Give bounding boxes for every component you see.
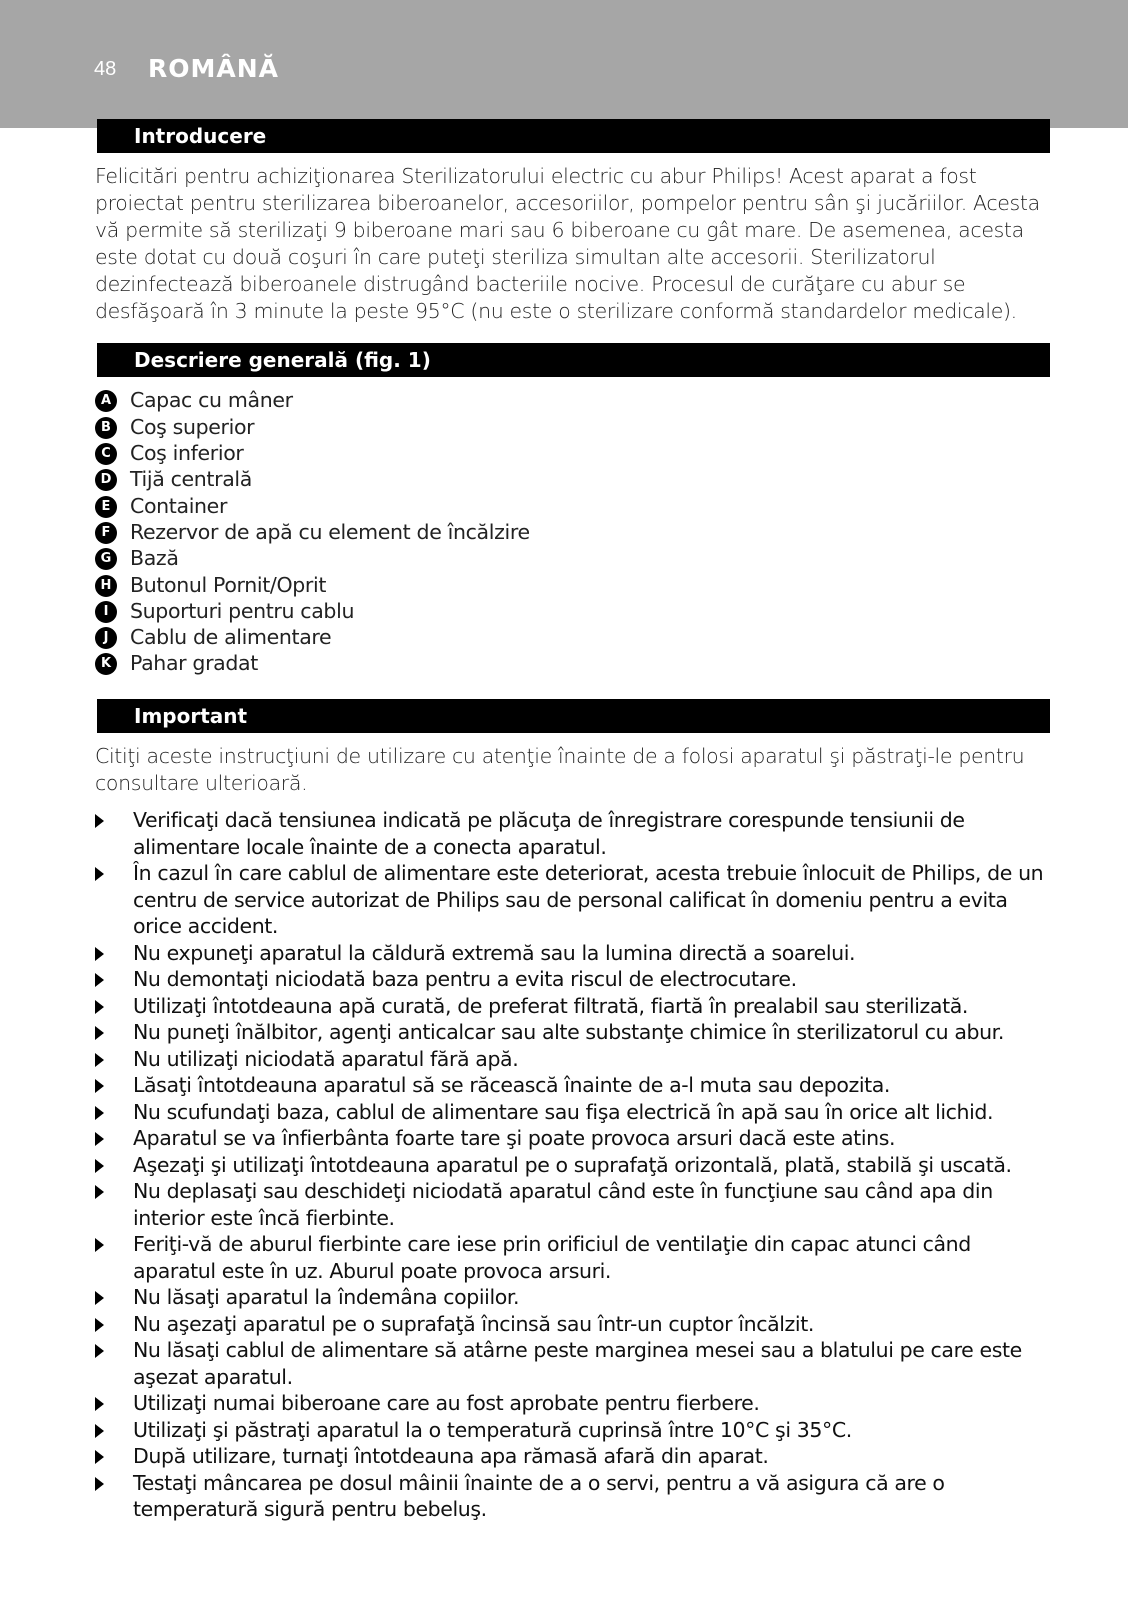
legend-item-label: Coş inferior	[130, 441, 244, 465]
important-bullet-list	[95, 807, 1055, 1523]
triangle-bullet-icon	[95, 1079, 104, 1093]
legend-item	[95, 545, 179, 572]
triangle-bullet-icon	[95, 1185, 104, 1199]
triangle-bullet-icon	[95, 1397, 104, 1411]
letter-e-badge-icon: E	[95, 496, 117, 518]
legend-item-label: Pahar gradat	[130, 651, 258, 675]
bullet-text: Testaţi mâncarea pe dosul mâinii înainte de a o servi, pentru a vă asigura că are o temperatură sigură pentru bebeluş.	[133, 1470, 945, 1521]
bullet-item	[95, 1284, 1055, 1311]
triangle-bullet-icon	[95, 814, 104, 828]
legend-item-label: Rezervor de apă cu element de încălzire	[130, 520, 530, 544]
legend-item	[95, 466, 252, 493]
bullet-item	[95, 860, 1055, 940]
bullet-item	[95, 1470, 1055, 1523]
legend-item-label: Cablu de alimentare	[130, 625, 332, 649]
bullet-text: Utilizaţi şi păstraţi aparatul la o temperatură cuprinsă între 10°C şi 35°C.	[133, 1417, 852, 1442]
bullet-text: Aparatul se va înfierbânta foarte tare şi poate provoca arsuri dacă este atins.	[133, 1126, 896, 1150]
bullet-item	[95, 966, 1055, 993]
bullet-text: Nu utilizaţi niciodată aparatul fără apă.	[133, 1046, 519, 1071]
bullet-item	[95, 1178, 1055, 1231]
letter-f-badge-icon: F	[95, 522, 117, 544]
page-language-title: ROMÂNĂ	[148, 54, 279, 83]
bullet-text: Nu deplasaţi sau deschideţi niciodată aparatul când este în funcţiune sau când apa din interior este încă fierbinte.	[133, 1179, 993, 1230]
triangle-bullet-icon	[95, 1106, 104, 1120]
bullet-text: Nu expuneţi aparatul la căldură extremă sau la lumina directă a soarelui.	[133, 940, 856, 965]
bullet-text: Utilizaţi întotdeauna apă curată, de preferat filtrată, fiartă în prealabil sau sterilizată.	[133, 993, 968, 1018]
bullet-item	[95, 1390, 1055, 1417]
bullet-item	[95, 1337, 1055, 1390]
triangle-bullet-icon	[95, 1000, 104, 1014]
bullet-item	[95, 1125, 1055, 1152]
bullet-text: Nu lăsaţi aparatul la îndemâna copiilor.	[133, 1285, 520, 1309]
bullet-text: Nu demontaţi niciodată baza pentru a evita riscul de electrocutare.	[133, 967, 797, 991]
letter-b-badge-icon: B	[95, 417, 117, 439]
legend-item-label: Butonul Pornit/Oprit	[130, 573, 327, 597]
triangle-bullet-icon	[95, 1477, 104, 1491]
bullet-item	[95, 1072, 1055, 1099]
letter-h-badge-icon: H	[95, 575, 117, 597]
triangle-bullet-icon	[95, 1132, 104, 1146]
bullet-text: Nu aşezaţi aparatul pe o suprafaţă încinsă sau într-un cuptor încălzit.	[133, 1311, 814, 1336]
legend-item-label: Capac cu mâner	[130, 388, 293, 412]
bullet-text: Nu lăsaţi cablul de alimentare să atârne peste marginea mesei sau a blatului pe care este aşezat aparatul.	[133, 1338, 1022, 1389]
triangle-bullet-icon	[95, 1450, 104, 1464]
important-intro-paragraph: Citiţi aceste instrucţiuni de utilizare cu atenţie înainte de a folosi aparatul şi păstraţi-le pentru consultare ulterioară.	[95, 744, 1025, 795]
section-heading-introducere: Introducere	[97, 119, 1050, 153]
legend-item-label: Coş superior	[130, 415, 255, 439]
legend-item	[95, 598, 354, 625]
bullet-text: Feriţi-vă de aburul fierbinte care iese prin orificiul de ventilaţie din capac atunci când aparatul este în uz. Aburul poate provoca arsuri.	[133, 1232, 971, 1283]
triangle-bullet-icon	[95, 1238, 104, 1252]
legend-item-label: Bază	[130, 546, 179, 570]
legend-item	[95, 519, 530, 546]
triangle-bullet-icon	[95, 1291, 104, 1305]
section-heading-descriere: Descriere generală (fig. 1)	[97, 343, 1050, 377]
letter-j-badge-icon: J	[95, 627, 117, 649]
bullet-item	[95, 1443, 1055, 1470]
triangle-bullet-icon	[95, 1344, 104, 1358]
legend-item-label: Container	[130, 494, 228, 518]
letter-i-badge-icon: I	[95, 601, 117, 623]
bullet-text: Verificaţi dacă tensiunea indicată pe plăcuţa de înregistrare corespunde tensiunii de alimentare locale înainte de a conecta aparatul.	[133, 808, 965, 859]
letter-g-badge-icon: G	[95, 548, 117, 570]
bullet-text: Nu scufundaţi baza, cablul de alimentare sau fişa electrică în apă sau în orice alt lichid.	[133, 1099, 994, 1124]
letter-a-badge-icon: A	[95, 390, 117, 412]
bullet-text: Lăsaţi întotdeauna aparatul să se răcească înainte de a-l muta sau depozita.	[133, 1073, 891, 1097]
legend-item	[95, 414, 254, 441]
bullet-text: Aşezaţi şi utilizaţi întotdeauna aparatul pe o suprafaţă orizontală, plată, stabilă şi uscată.	[133, 1152, 1012, 1177]
letter-k-badge-icon: K	[95, 653, 117, 675]
legend-item-label: Tijă centrală	[130, 467, 252, 491]
bullet-item	[95, 993, 1055, 1020]
triangle-bullet-icon	[95, 1424, 104, 1438]
legend-item	[95, 650, 258, 677]
legend-item	[95, 572, 326, 599]
triangle-bullet-icon	[95, 1026, 104, 1040]
bullet-item	[95, 1046, 1055, 1073]
triangle-bullet-icon	[95, 1159, 104, 1173]
triangle-bullet-icon	[95, 867, 104, 881]
triangle-bullet-icon	[95, 1318, 104, 1332]
bullet-item	[95, 940, 1055, 967]
bullet-text: Utilizaţi numai biberoane care au fost aprobate pentru fierbere.	[133, 1391, 760, 1415]
triangle-bullet-icon	[95, 973, 104, 987]
bullet-item	[95, 1311, 1055, 1338]
letter-c-badge-icon: C	[95, 443, 117, 465]
triangle-bullet-icon	[95, 1053, 104, 1067]
section-heading-important: Important	[97, 699, 1050, 733]
triangle-bullet-icon	[95, 947, 104, 961]
legend-item	[95, 624, 331, 651]
bullet-item	[95, 1099, 1055, 1126]
bullet-text: După utilizare, turnaţi întotdeauna apa rămasă afară din aparat.	[133, 1444, 769, 1468]
bullet-item	[95, 1019, 1055, 1046]
bullet-item	[95, 1231, 1055, 1284]
bullet-text: Nu puneţi înălbitor, agenţi anticalcar sau alte substanţe chimice în sterilizatorul cu abur.	[133, 1020, 1004, 1044]
bullet-item	[95, 1417, 1055, 1444]
legend-item	[95, 493, 227, 520]
legend-item-label: Suporturi pentru cablu	[130, 599, 355, 623]
page-number: 48	[94, 58, 117, 80]
bullet-item	[95, 1152, 1055, 1179]
legend-item	[95, 387, 293, 414]
bullet-text: În cazul în care cablul de alimentare este deteriorat, acesta trebuie înlocuit de Philips, de un centru de service autorizat de Philips sau de personal calificat în domeniu pentru a evita orice accident.	[133, 861, 1044, 938]
intro-paragraph: Felicitări pentru achiziţionarea Sterilizatorului electric cu abur Philips! Acest aparat a fost proiectat pentru sterilizarea biberoanelor, accesoriilor, pompelor pentru sân şi jucăriilor. Acesta vă permite să sterilizaţi 9 biberoane mari sau 6 biberoane cu gât mare. De asemenea, acesta este dotat cu două coşuri în care puteţi steriliza simultan alte accesorii. Sterilizatorul dezinfectează biberoanele distrugând bacteriile nocive. Procesul de curăţare cu abur se desfăşoară în 3 minute la peste 95°C (nu este o sterilizare conformă standardelor medicale).	[95, 164, 1040, 323]
letter-d-badge-icon: D	[95, 469, 117, 491]
legend-item	[95, 440, 243, 467]
bullet-item	[95, 807, 1055, 860]
